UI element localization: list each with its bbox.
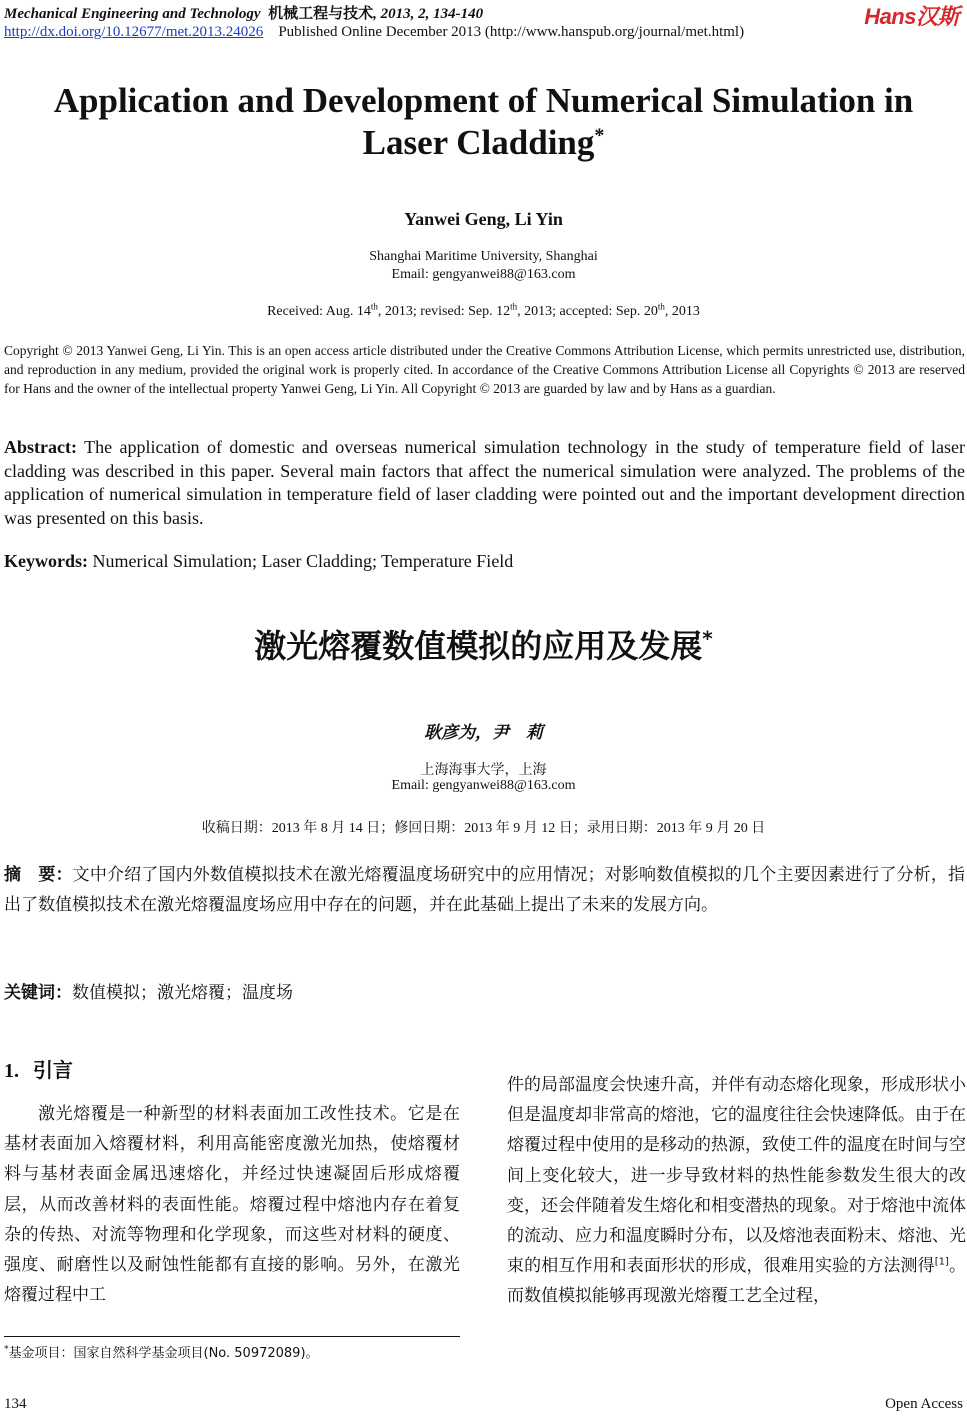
- journal-citation: , 2013, 2, 134-140: [373, 6, 484, 22]
- received-part: Received: Aug. 14: [267, 304, 371, 319]
- received-dates: [0, 301, 967, 320]
- keywords-cn: [4, 978, 293, 1003]
- footnote-text: 基金项目：国家自然科学基金项目(No. 50972089)。: [8, 1346, 319, 1361]
- section-title: 引言: [32, 1058, 73, 1082]
- revised-part: , 2013; revised: Sep. 12: [377, 304, 511, 319]
- footnote-mark: *: [4, 1344, 9, 1355]
- affiliation-cn: 上海海事大学，上海: [420, 763, 547, 778]
- page-number: 134: [4, 1396, 27, 1412]
- ordinal-suffix: th: [370, 301, 378, 312]
- article-title-en: [30, 80, 937, 164]
- abstract-text: The application of domestic and overseas numerical simulation technology in the study of temperature field of laser cladding was described in this paper. Several main factors that affect the numerical simulation were analyzed. The problems of the application of numerical simulation in temperature field of laser cladding were pointed out and the important development direction was presented on this basis.: [4, 437, 965, 528]
- dates-cn: 收稿日期：2013 年 8 月 14 日；修回日期：2013 年 9 月 12 日；录用日期：2013 年 9 月 20 日: [201, 821, 766, 836]
- title-cn-text: 激光熔覆数值模拟的应用及发展: [254, 627, 703, 665]
- doi-link[interactable]: http://dx.doi.org/10.12677/met.2013.24026: [4, 24, 264, 40]
- email-en: Email: gengyanwei88@163.com: [391, 267, 576, 282]
- keywords-cn-label: 关键词：: [4, 983, 72, 1003]
- title-en-text: Application and Development of Numerical Simulation in Laser Cladding: [53, 81, 914, 162]
- keywords-text: Numerical Simulation; Laser Cladding; Temperature Field: [88, 551, 514, 571]
- abstract-cn: [4, 860, 965, 920]
- title-footnote-mark: *: [594, 124, 605, 147]
- open-access-label: Open Access: [885, 1396, 963, 1412]
- footnote-divider: [4, 1336, 460, 1337]
- section-heading: [4, 1054, 73, 1083]
- keywords-en: [4, 551, 513, 572]
- authors-cn: 耿彦为，尹 莉: [424, 723, 543, 743]
- affiliation-en: Shanghai Maritime University, Shanghai: [369, 249, 598, 264]
- published-info: Published Online December 2013 (http://www.hanspub.org/journal/met.html): [278, 24, 745, 40]
- body-column-left: 激光熔覆是一种新型的材料表面加工改性技术。它是在基材表面加入熔覆材料，利用高能密度激光加热，使熔覆材料与基材表面金属迅速熔化，并经过快速凝固后形成熔覆层，从而改善材料的表面性能。熔覆过程中熔池内存在着复杂的传热、对流等物理和化学现象，而这些对材料的硬度、强度、耐磨性以及耐蚀性能都有直接的影响。另外，在激光熔覆过程中工: [4, 1104, 460, 1306]
- abstract-cn-label: 摘 要：: [4, 865, 73, 885]
- authors-en: Yanwei Geng, Li Yin: [404, 209, 563, 229]
- journal-name: Mechanical Engineering and Technology: [4, 6, 261, 22]
- funding-footnote: [4, 1342, 319, 1361]
- citation-ref[interactable]: [1]: [934, 1256, 949, 1268]
- ordinal-suffix: th: [510, 301, 518, 312]
- abstract-en: [4, 436, 965, 530]
- copyright-notice: Copyright © 2013 Yanwei Geng, Li Yin. This is an open access article distributed under the Creative Commons Attribution License, which permits unrestricted use, distribution, and reproduction in any medium, provided the original work is properly cited. In accordance of the Creative Commons Attribution License all Copyrights © 2013 are reserved for Hans and the owner of the intellectual property Yanwei Geng, Li Yin. All Copyright © 2013 are guarded by law and by Hans as a guardian.: [4, 343, 965, 396]
- article-title-cn: [0, 621, 967, 667]
- title-cn-footnote-mark: *: [702, 626, 713, 651]
- keywords-label: Keywords:: [4, 551, 88, 571]
- logo-text-en: Hans: [864, 4, 916, 29]
- accepted-part: , 2013; accepted: Sep. 20: [517, 304, 658, 319]
- body-right-text: 件的局部温度会快速升高，并伴有动态熔化现象，形成形状小但是温度却非常高的熔池，它的温度往往会快速降低。由于在熔覆过程中使用的是移动的热源，致使工件的温度在时间与空间上变化较大，进一步导致材料的热性能参数发生很大的改变，还会伴随着发生熔化和相变潜热的现象。对于熔池中流体的流动、应力和温度瞬时分布，以及熔池表面粉末、熔池、光束的相互作用和表面形状的形成，很难用实验的方法测得: [507, 1075, 966, 1277]
- ordinal-suffix: th: [657, 301, 665, 312]
- abstract-label: Abstract:: [4, 437, 77, 457]
- year-part: , 2013: [664, 304, 700, 319]
- journal-name-cn: 机械工程与技术: [268, 6, 374, 22]
- abstract-cn-text: 文中介绍了国内外数值模拟技术在激光熔覆温度场研究中的应用情况；对影响数值模拟的几个主要因素进行了分析，指出了数值模拟技术在激光熔覆温度场应用中存在的问题，并在此基础上提出了未来的发展方向。: [4, 865, 965, 915]
- keywords-cn-text: 数值模拟；激光熔覆；温度场: [72, 983, 293, 1003]
- body-right-tail: 。而数值模拟能够再现激光熔覆工艺全过程，: [507, 1256, 966, 1307]
- doi-line: [4, 24, 744, 41]
- logo-text-cn: 汉斯: [915, 4, 959, 29]
- body-column-right: [507, 1070, 966, 1312]
- email-cn: Email: gengyanwei88@163.com: [391, 778, 576, 793]
- hans-logo: [864, 0, 959, 31]
- section-number: 1.: [4, 1060, 19, 1082]
- journal-header: [4, 2, 483, 23]
